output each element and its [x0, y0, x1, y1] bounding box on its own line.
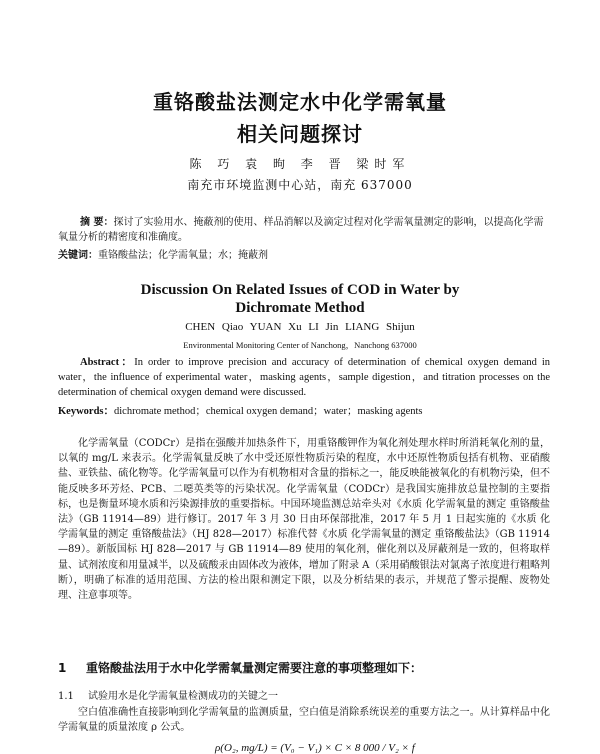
abstract-en: [58, 355, 550, 400]
title-cn-line-1: 重铬酸盐法测定水中化学需氧量: [153, 90, 447, 114]
keywords-en-label: Keywords：: [58, 406, 114, 417]
keywords-cn-text: 重铬酸盐法；化学需氧量；水；掩蔽剂: [98, 250, 268, 261]
keywords-en-text: dichromate method；chemical oxygen demand；water；masking agents: [114, 406, 423, 417]
keywords-cn-label: 关键词：: [58, 250, 98, 261]
abstract-cn-label: 摘 要：: [80, 217, 114, 228]
authors-en: CHEN Qiao YUAN Xu LI Jin LIANG Shijun: [185, 321, 415, 333]
title-en-line-1: Discussion On Related Issues of COD in Water by: [140, 282, 460, 298]
affiliation-en: Environmental Monitoring Center of Nanchong，Nanchong 637000: [183, 340, 417, 350]
body-paragraph-2: 空白值准确性直接影响到化学需氧量的监测质量，空白值是消除系统误差的重要方法之一。从计算样品中化学需氧量的质量浓度 ρ 公式。: [58, 707, 550, 734]
section-1-heading: [58, 659, 550, 676]
title-cn-line-2: 相关问题探讨: [237, 122, 363, 146]
title-en-line-2: Dichromate Method: [235, 300, 365, 316]
abstract-en-text: In order to improve precision and accuracy of determination of chemical oxygen demand in water，the influence of experimental water，masking agents，sample digestion，and titration processes on the determination of chemical oxygen demand were discussed.: [58, 357, 550, 398]
authors-cn: 陈 巧 袁 昫 李 晋 梁时军: [189, 157, 411, 171]
keywords-cn: [58, 248, 550, 263]
body-paragraph-1: 化学需氧量（CODCr）是指在强酸并加热条件下，用重铬酸钾作为氧化剂处理水样时所消耗氧化剂的量，以氧的 mg/L 来表示。化学需氧量反映了水中受还原性物质污染的程度，水中还原性物质包括有机物、亚硝酸盐、亚铁盐、硫化物等。化学需氧量可以作为有机物相对含量的指标之一，能反映能被氧化的有机物污染，但不能反映多环芳烃、PCB、二噁英类等的污染状况。化学需氧量（CODCr）是我国实施排放总量控制的主要指标，也是衡量环境水质和污染源排放的重要指标。中国环境监测总站牵头对《水质 化学需氧量的测定 重铬酸盐法》（GB 11914—89）进行修订。2017 年 3 月 30 日由环保部批准，2017 年 5 月 1 日起实施的《水质 化学需氧量的测定 重铬酸盐法》（HJ 828—2017）标准代替《水质 化学需氧量的测定 重铬酸盐法》（GB 11914—89）。新版国标 HJ 828—2017 与 GB 11914—89 使用的氧化剂，催化剂以及屏蔽剂是一致的，但将取样量、试剂浓度和用量减半，以及硫酸汞由固体改为液体，增加了附录 A（采用硝酸银法对氯离子浓度进行粗略判断），明确了标准的适用范围、方法的检出限和测定下限，以及分析结果的表示，并规范了警示提醒、废物处理、注意事项等。: [58, 438, 550, 602]
subsection-1-1-number: 1.1: [58, 691, 74, 702]
cod-formula-text: ρ(O₂, mg/L) = (V₀ − V₁) × C × 8 000 / V₂ × f: [215, 742, 415, 754]
section-1-number: 1: [58, 661, 67, 675]
subsection-1-1-heading: [58, 687, 550, 702]
subsection-1-1-title: 试验用水是化学需氧量检测成功的关键之一: [88, 691, 278, 702]
affiliation-cn: 南充市环境监测中心站，南充 637000: [187, 178, 413, 192]
cod-formula: [0, 742, 600, 754]
abstract-cn-text: 探讨了实验用水、掩蔽剂的使用、样品消解以及滴定过程对化学需氧量测定的影响，以提高化学需氧量分析的精密度和准确度。: [58, 217, 544, 243]
section-1-title: 重铬酸盐法用于水中化学需氧量测定需要注意的事项整理如下：: [86, 661, 423, 675]
abstract-en-label: Abstract：: [80, 357, 135, 368]
abstract-cn: [58, 215, 550, 245]
keywords-en: [58, 404, 550, 419]
